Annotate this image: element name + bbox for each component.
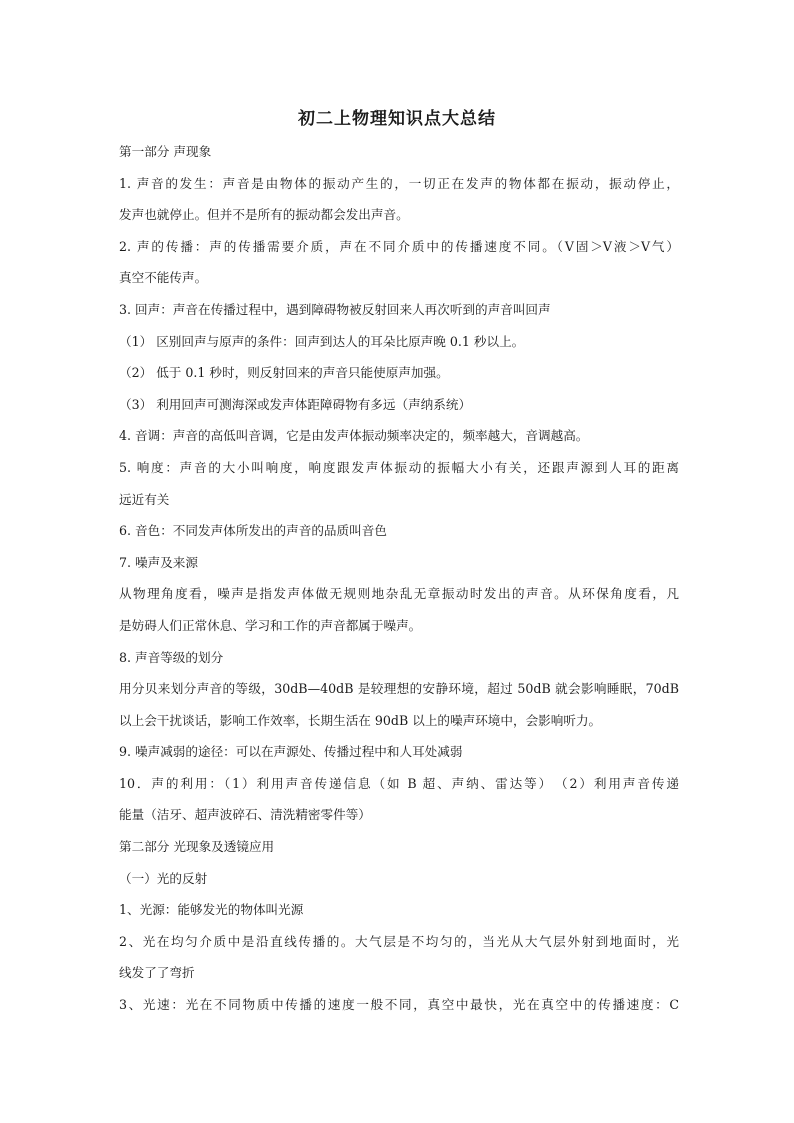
paragraph-line: 2、光在均匀介质中是沿直线传播的。大气层是不均匀的，当光从大气层外射到地面时，光 — [119, 933, 679, 949]
section-heading: 第二部分 光现象及透镜应用 — [119, 839, 275, 855]
paragraph-line: 7. 噪声及来源 — [119, 554, 198, 570]
subsection-heading: （一）光的反射 — [119, 870, 208, 886]
paragraph-line: 1. 声音的发生：声音是由物体的振动产生的，一切正在发声的物体都在振动，振动停止， — [119, 175, 679, 191]
paragraph-line: （2） 低于 0.1 秒时，则反射回来的声音只能使原声加强。 — [119, 365, 449, 381]
paragraph-line: 2. 声的传播：声的传播需要介质，声在不同介质中的传播速度不同。（V固＞V液＞V气） — [119, 238, 679, 254]
section-heading: 第一部分 声现象 — [119, 144, 212, 159]
paragraph-line: 是妨碍人们正常休息、学习和工作的声音都属于噪声。 — [119, 617, 422, 633]
paragraph-line: 8. 声音等级的划分 — [119, 649, 224, 665]
paragraph-line: 发声也就停止。但并不是所有的振动都会发出声音。 — [119, 207, 409, 223]
paragraph-line: 3、光速：光在不同物质中传播的速度一般不同，真空中最快，光在真空中的传播速度：C — [119, 997, 679, 1013]
paragraph-line: （1） 区别回声与原声的条件：回声到达人的耳朵比原声晚 0.1 秒以上。 — [119, 333, 525, 349]
paragraph-line: 1、光源：能够发光的物体叫光源 — [119, 902, 304, 918]
paragraph-line: 4. 音调：声音的高低叫音调，它是由发声体振动频率决定的，频率越大，音调越高。 — [119, 428, 589, 444]
paragraph-line: 从物理角度看，噪声是指发声体做无规则地杂乱无章振动时发出的声音。从环保角度看，凡 — [119, 586, 679, 602]
paragraph-line: 用分贝来划分声音的等级，30dB—40dB 是较理想的安静环境，超过 50dB 就会影响睡眠，70dB — [119, 681, 679, 697]
paragraph-line: 3. 回声：声音在传播过程中，遇到障碍物被反射回来人再次听到的声音叫回声 — [119, 301, 551, 317]
paragraph-line: （3） 利用回声可测海深或发声体距障碍物有多远（声纳系统） — [119, 396, 472, 412]
paragraph-line: 以上会干扰谈话，影响工作效率，长期生活在 90dB 以上的噪声环境中，会影响听力。 — [119, 712, 602, 728]
document-title: 初二上物理知识点大总结 — [298, 109, 496, 129]
paragraph-line: 10．声的利用：（1）利用声音传递信息（如 B 超、声纳、雷达等） （2）利用声音传递 — [119, 775, 679, 791]
paragraph-line: 线发了了弯折 — [119, 965, 195, 981]
paragraph-line: 9. 噪声减弱的途径：可以在声源处、传播过程中和人耳处减弱 — [119, 744, 463, 760]
paragraph-line: 6. 音色：不同发声体所发出的声音的品质叫音色 — [119, 523, 387, 539]
document-body — [119, 136, 679, 1021]
paragraph-line: 远近有关 — [119, 491, 170, 507]
paragraph-line: 5. 响度：声音的大小叫响度，响度跟发声体振动的振幅大小有关，还跟声源到人耳的距离 — [119, 459, 679, 475]
paragraph-line: 真空不能传声。 — [119, 270, 208, 286]
paragraph-line: 能量（洁牙、超声波碎石、清洗精密零件等） — [119, 807, 371, 823]
